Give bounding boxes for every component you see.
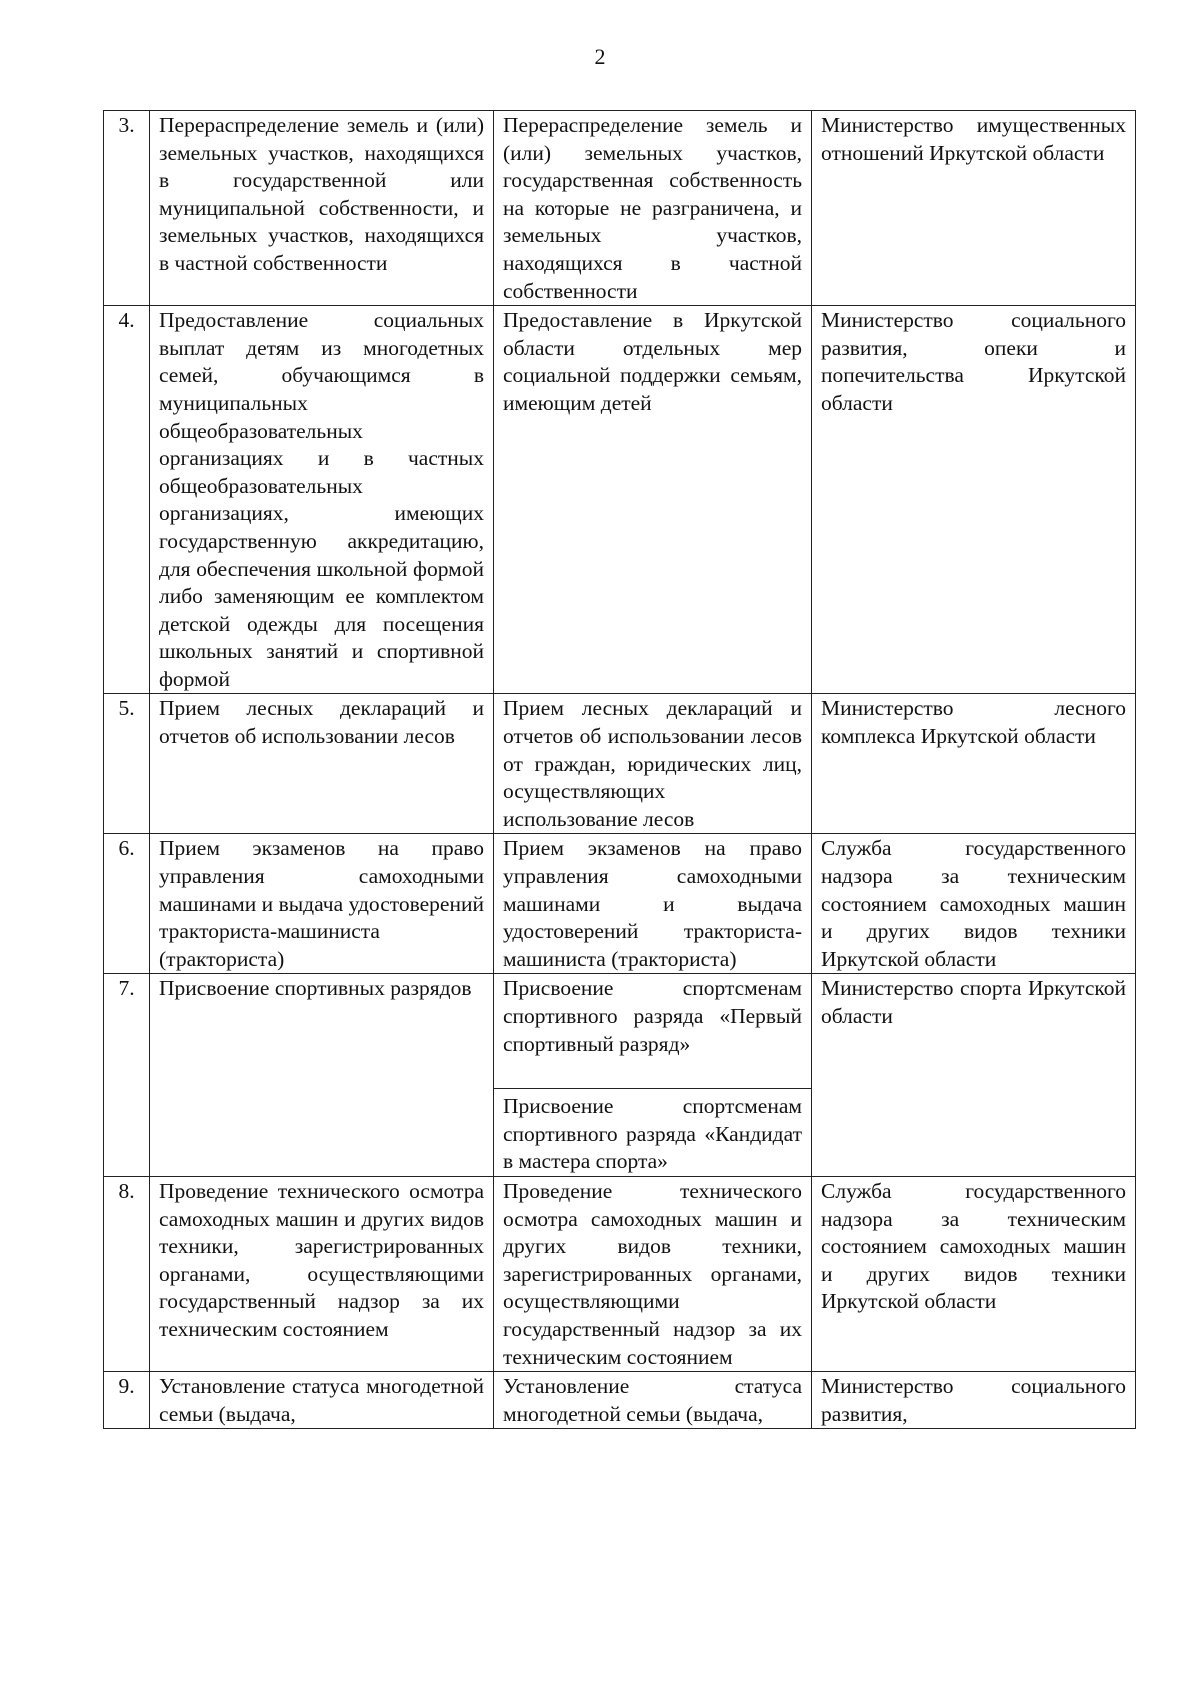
responsible-authority: Министерство имущественных отношений Иркутской области	[812, 111, 1136, 306]
responsible-authority: Министерство социального развития, опеки и попечительства Иркутской области	[812, 306, 1136, 694]
subservice-name: Перераспределение земель и (или) земельных участков, государственная собственность на которые не разграничена, и земельных участков, находящихся в частной собственности	[494, 111, 812, 306]
subservice-cell	[494, 974, 812, 1177]
row-number: 9.	[104, 1372, 150, 1429]
row-number: 3.	[104, 111, 150, 306]
service-name: Проведение технического осмотра самоходных машин и других видов техники, зарегистрированных органами, осуществляющими государственный надзор за их техническим состоянием	[150, 1176, 494, 1371]
table-row	[104, 1176, 1136, 1371]
service-name: Предоставление социальных выплат детям из многодетных семей, обучающимся в муниципальных общеобразовательных организациях и в частных общеобразовательных организациях, имеющих государственную аккредитацию, для обеспечения школьной формой либо заменяющим ее комплектом детской одежды для посещения школьных занятий и спортивной формой	[150, 306, 494, 694]
table-row	[104, 834, 1136, 974]
subservice-name: Проведение технического осмотра самоходных машин и других видов техники, зарегистрированных органами, осуществляющими государственный надзор за их техническим состоянием	[494, 1176, 812, 1371]
table-row	[104, 1372, 1136, 1429]
table-row	[104, 974, 1136, 1177]
row-number: 5.	[104, 694, 150, 834]
responsible-authority: Служба государственного надзора за техническим состоянием самоходных машин и других видов техники Иркутской области	[812, 1176, 1136, 1371]
page-number: 2	[594, 44, 606, 69]
subservice-name: Прием экзаменов на право управления самоходными машинами и выдача удостоверений тракториста-машиниста (тракториста)	[494, 834, 812, 974]
service-name: Перераспределение земель и (или) земельных участков, находящихся в государственной или муниципальной собственности, и земельных участков, находящихся в частной собственности	[150, 111, 494, 306]
responsible-authority: Министерство социального развития,	[812, 1372, 1136, 1429]
subservice-name: Прием лесных деклараций и отчетов об использовании лесов от граждан, юридических лиц, осуществляющих использование лесов	[494, 694, 812, 834]
table-row	[104, 306, 1136, 694]
service-name: Прием экзаменов на право управления самоходными машинами и выдача удостоверений тракториста-машиниста (тракториста)	[150, 834, 494, 974]
services-table	[103, 110, 1136, 1429]
row-number: 8.	[104, 1176, 150, 1371]
responsible-authority: Министерство спорта Иркутской области	[812, 974, 1136, 1177]
subservice-name: Предоставление в Иркутской области отдельных мер социальной поддержки семьям, имеющим детей	[494, 306, 812, 694]
responsible-authority: Министерство лесного комплекса Иркутской области	[812, 694, 1136, 834]
subservice-name: Установление статуса многодетной семьи (выдача,	[494, 1372, 812, 1429]
table-row	[104, 111, 1136, 306]
service-name: Установление статуса многодетной семьи (выдача,	[150, 1372, 494, 1429]
row-number: 7.	[104, 974, 150, 1177]
subservice-name: Присвоение спортсменам спортивного разряда «Кандидат в мастера спорта»	[503, 1094, 802, 1174]
responsible-authority: Служба государственного надзора за техническим состоянием самоходных машин и других видов техники Иркутской области	[812, 834, 1136, 974]
row-number: 4.	[104, 306, 150, 694]
service-name: Прием лесных деклараций и отчетов об использовании лесов	[150, 694, 494, 834]
subservice-name: Присвоение спортсменам спортивного разряда «Первый спортивный разряд»	[494, 974, 811, 1089]
service-name: Присвоение спортивных разрядов	[150, 974, 494, 1177]
table-row	[104, 694, 1136, 834]
row-number: 6.	[104, 834, 150, 974]
